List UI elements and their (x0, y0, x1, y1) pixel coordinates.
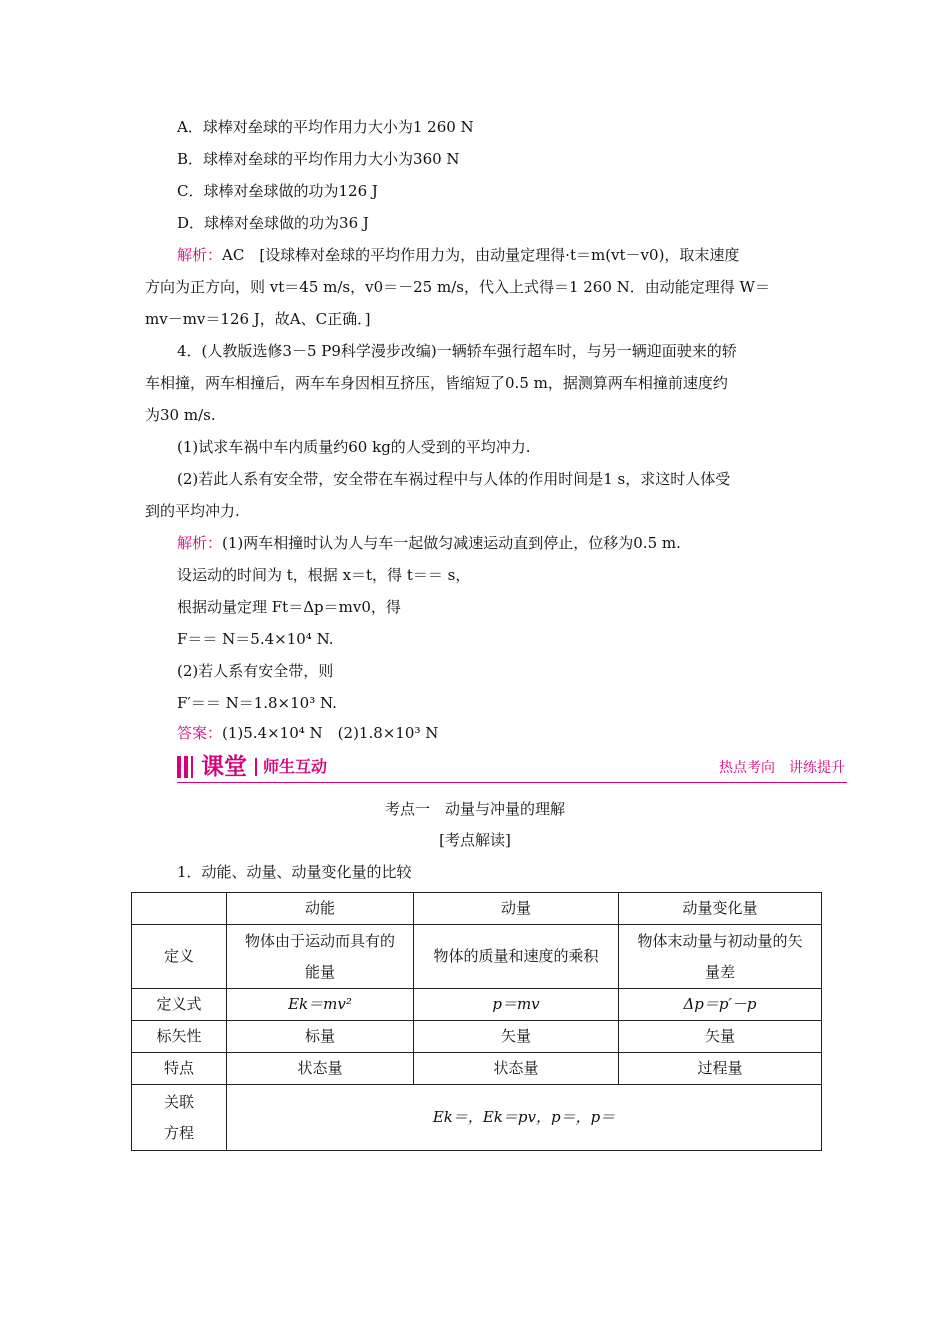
table-cell: 标量 (227, 1021, 414, 1053)
row-label: 定义 (132, 925, 227, 989)
table-cell: 矢量 (414, 1021, 619, 1053)
question-4-line-3: 为30 m/s. (145, 406, 216, 424)
question-4-part-2b: 到的平均冲力. (145, 502, 240, 520)
analysis-1-line-3: mv－mv＝126 J，故A、C正确．] (145, 310, 371, 328)
table-header-cell: 动量 (414, 893, 619, 925)
banner-divider (255, 758, 257, 776)
table-header-cell: 动量变化量 (619, 893, 822, 925)
question-4-line-1: 4．(人教版选修3－5 P9科学漫步改编)一辆轿车强行超车时，与另一辆迎面驶来的轿 (177, 342, 737, 360)
banner-rule (177, 782, 847, 783)
option-a: A．球棒对垒球的平均作用力大小为1 260 N (177, 118, 474, 136)
table-cell: 矢量 (619, 1021, 822, 1053)
analysis-2-line-4: F＝＝ N＝5.4×10⁴ N. (177, 630, 334, 648)
table-row (132, 989, 822, 1021)
section-subheading: [考点解读] (439, 831, 511, 849)
table-cell: Δp＝p′－p (619, 989, 822, 1021)
banner-title: 课堂 (201, 754, 247, 780)
table-cell: 过程量 (619, 1053, 822, 1085)
table-cell: 状态量 (414, 1053, 619, 1085)
cell-line: 物体末动量与初动量的矢 (637, 931, 803, 950)
section-item: 1．动能、动量、动量变化量的比较 (177, 863, 412, 881)
cell-line: 关联 (163, 1092, 194, 1111)
section-banner (177, 753, 847, 783)
table-header-cell (132, 893, 227, 925)
analysis-1-line-1 (177, 245, 739, 265)
cell-line: 方程 (163, 1123, 194, 1142)
banner-subtitle: 师生互动 (263, 757, 328, 776)
table-row (132, 1021, 822, 1053)
table-cell: 状态量 (227, 1053, 414, 1085)
table-row (132, 1085, 822, 1151)
row-label: 定义式 (132, 989, 227, 1021)
analysis-2-line-1 (177, 533, 681, 553)
section-heading: 考点一 动量与冲量的理解 (384, 800, 565, 818)
question-4-part-1: (1)试求车祸中车内质量约60 kg的人受到的平均冲力. (177, 438, 531, 456)
answer-text: (1)5.4×10⁴ N (2)1.8×10³ N (222, 724, 439, 742)
cell-line: 能量 (304, 962, 335, 981)
option-d: D．球棒对垒球做的功为36 J (177, 214, 369, 232)
row-label (132, 1085, 227, 1151)
analysis-1-line-2: 方向为正方向，则 vt＝45 m/s，v0＝－25 m/s，代入上式得＝1 260 N．由动能定理得 W＝ (145, 278, 770, 296)
row-label: 标矢性 (132, 1021, 227, 1053)
question-4-part-2a: (2)若此人系有安全带，安全带在车祸过程中与人体的作用时间是1 s，求这时人体受 (177, 470, 731, 488)
banner-right-text: 热点考向 讲练提升 (719, 760, 845, 776)
analysis-label: 解析： (177, 246, 223, 264)
cell-line: 量差 (704, 962, 735, 981)
option-c: C．球棒对垒球做的功为126 J (177, 182, 378, 200)
question-4-line-2: 车相撞，两车相撞后，两车车身因相互挤压，皆缩短了0.5 m，据测算两车相撞前速度约 (145, 374, 728, 392)
analysis-label: 解析： (177, 534, 223, 552)
analysis-text: AC [设球棒对垒球的平均作用力为，由动量定理得·t＝m(vt－v0)，取末速度 (222, 246, 740, 264)
comparison-table (131, 892, 822, 1151)
analysis-2-line-2: 设运动的时间为 t，根据 x＝t，得 t＝＝ s， (177, 566, 471, 584)
answer-label: 答案： (177, 724, 223, 742)
analysis-2-line-3: 根据动量定理 Ft＝Δp＝mv0，得 (177, 598, 401, 616)
analysis-2-line-6: F′＝＝ N＝1.8×10³ N. (177, 694, 337, 712)
table-cell (227, 925, 414, 989)
table-row (132, 1053, 822, 1085)
table-header-row (132, 893, 822, 925)
banner-bars-icon (177, 756, 197, 778)
table-cell: Ek＝mv² (227, 989, 414, 1021)
relation-equations: Ek＝，Ek＝pv，p＝，p＝ (227, 1085, 822, 1151)
cell-line: 物体由于运动而具有的 (244, 931, 395, 950)
answer-line (177, 723, 438, 743)
table-header-cell: 动能 (227, 893, 414, 925)
table-cell: 物体的质量和速度的乘积 (414, 925, 619, 989)
row-label: 特点 (132, 1053, 227, 1085)
table-cell: p＝mv (414, 989, 619, 1021)
option-b: B．球棒对垒球的平均作用力大小为360 N (177, 150, 460, 168)
table-row (132, 925, 822, 989)
analysis-text: (1)两车相撞时认为人与车一起做匀减速运动直到停止，位移为0.5 m. (222, 534, 681, 552)
table-cell (619, 925, 822, 989)
analysis-2-line-5: (2)若人系有安全带，则 (177, 662, 334, 680)
